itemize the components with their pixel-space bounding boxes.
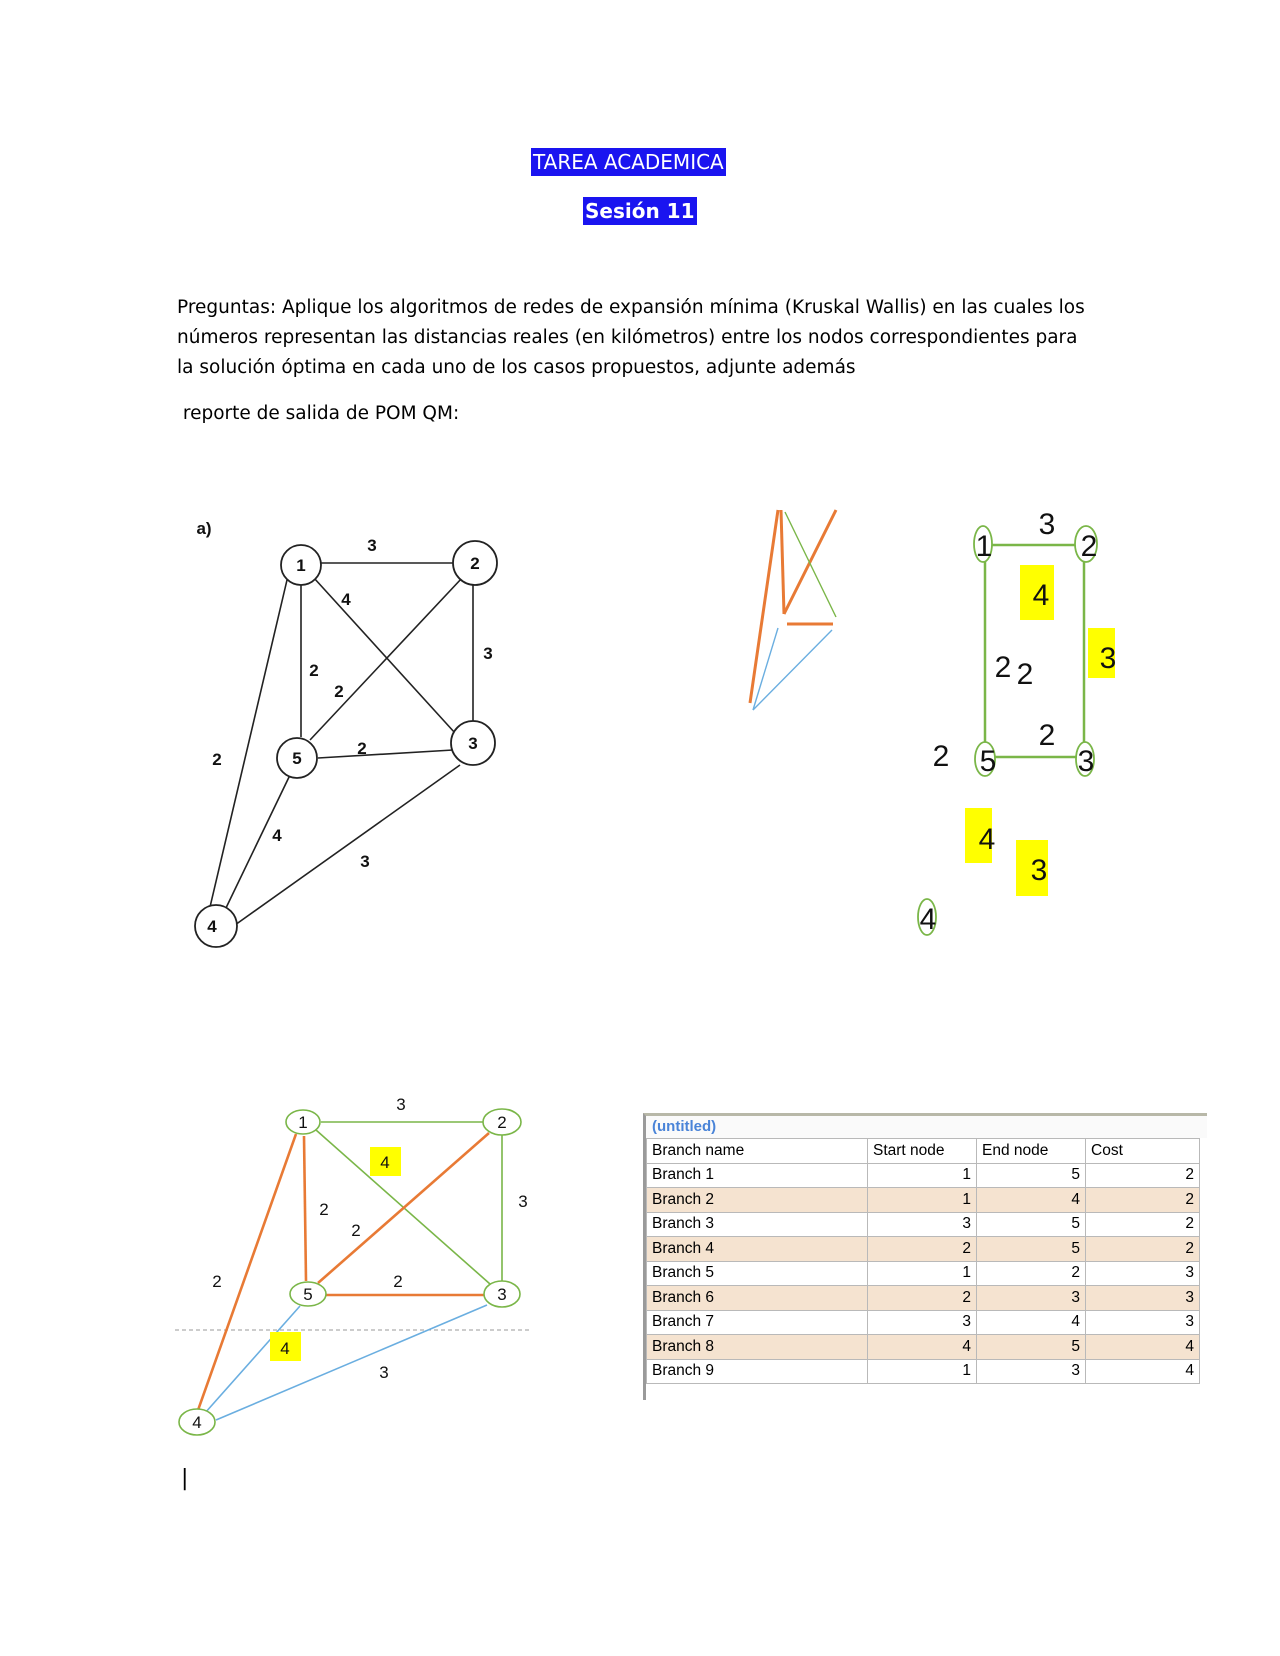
- weight: 3: [367, 536, 377, 555]
- page-title: TAREA ACADEMICA: [533, 150, 724, 174]
- branch-table: [646, 1138, 1200, 1384]
- cell: 3: [868, 1212, 977, 1237]
- table-row: [647, 1335, 1200, 1360]
- session-title: Sesión 11: [585, 199, 695, 223]
- weight: 3: [1099, 642, 1117, 675]
- edge-3-4: [235, 765, 460, 925]
- cell: 2: [868, 1237, 977, 1262]
- cell: 4: [868, 1335, 977, 1360]
- node-label: 3: [468, 734, 478, 753]
- col-header: Branch name: [647, 1139, 868, 1164]
- col-header: End node: [977, 1139, 1086, 1164]
- edge-5-3: [318, 750, 453, 758]
- question-line: la solución óptima en cada uno de los casos propuestos, adjunte además: [177, 357, 856, 378]
- question-line: Preguntas: Aplique los algoritmos de redes de expansión mínima (Kruskal Wallis) en las cuales los: [177, 297, 1085, 318]
- weight: 3: [1038, 508, 1056, 541]
- cell: Branch 7: [647, 1310, 868, 1335]
- cell: Branch 8: [647, 1335, 868, 1360]
- cell: 3: [1086, 1310, 1200, 1335]
- cell: Branch 2: [647, 1188, 868, 1213]
- cell: 4: [1086, 1335, 1200, 1360]
- figure-a-graph: [180, 505, 520, 965]
- question-line: números representan las distancias reales (en kilómetros) entre los nodos correspondientes para: [177, 327, 1078, 348]
- weight: 2: [351, 1221, 361, 1240]
- cell: 4: [1086, 1359, 1200, 1384]
- table-row: [647, 1359, 1200, 1384]
- weight: 2: [357, 739, 367, 758]
- report-line: reporte de salida de POM QM:: [177, 403, 460, 424]
- table-caption: (untitled): [646, 1116, 1207, 1138]
- table-row: [647, 1188, 1200, 1213]
- node-label: 3: [497, 1285, 507, 1304]
- node-label: 1: [298, 1113, 308, 1132]
- edge-3-4: [216, 1305, 487, 1420]
- cell: Branch 9: [647, 1359, 868, 1384]
- cell: 3: [1086, 1261, 1200, 1286]
- weight: 3: [360, 852, 370, 871]
- node-label: 4: [207, 917, 217, 936]
- pom-qm-table: [643, 1113, 1207, 1400]
- question-text: [177, 293, 1117, 383]
- cell: 3: [868, 1310, 977, 1335]
- node-label: 5: [292, 749, 302, 768]
- cell: 2: [1086, 1188, 1200, 1213]
- weight: 4: [341, 590, 351, 609]
- cell: Branch 5: [647, 1261, 868, 1286]
- cell: Branch 6: [647, 1286, 868, 1311]
- weight: 2: [212, 750, 222, 769]
- weight: 2: [309, 661, 319, 680]
- cell: 2: [1086, 1237, 1200, 1262]
- node-label: 5: [979, 745, 997, 778]
- text-cursor[interactable]: |: [181, 1466, 189, 1491]
- cell: 2: [1086, 1212, 1200, 1237]
- table-row: [647, 1286, 1200, 1311]
- cell: 5: [977, 1163, 1086, 1188]
- weight: 2: [319, 1200, 329, 1219]
- cell: 2: [868, 1286, 977, 1311]
- weight: 4: [272, 826, 282, 845]
- col-header: Start node: [868, 1139, 977, 1164]
- cell: Branch 3: [647, 1212, 868, 1237]
- cell: 5: [977, 1335, 1086, 1360]
- weight: 3: [518, 1192, 528, 1211]
- table-row: [647, 1212, 1200, 1237]
- cell: 1: [868, 1188, 977, 1213]
- node-label: 1: [296, 556, 306, 575]
- weight: 2: [212, 1272, 222, 1291]
- cell: 1: [868, 1359, 977, 1384]
- cell: 2: [1086, 1163, 1200, 1188]
- node-label: 5: [303, 1285, 313, 1304]
- stroke-fragment: [745, 505, 845, 715]
- cell: 5: [977, 1237, 1086, 1262]
- weight: 2: [994, 651, 1012, 684]
- cell: 2: [977, 1261, 1086, 1286]
- weight: 3: [483, 644, 493, 663]
- cell: 4: [977, 1188, 1086, 1213]
- figure-label: a): [196, 519, 212, 538]
- cell: 3: [977, 1359, 1086, 1384]
- cell: Branch 4: [647, 1237, 868, 1262]
- col-header: Cost: [1086, 1139, 1200, 1164]
- cell: 5: [977, 1212, 1086, 1237]
- edge-1-3: [314, 578, 455, 733]
- cell: 1: [868, 1261, 977, 1286]
- weight: 2: [1016, 658, 1034, 691]
- node-label: 2: [497, 1113, 507, 1132]
- edge-1-4: [210, 580, 287, 907]
- weight: 2: [932, 740, 950, 773]
- table-row: [647, 1261, 1200, 1286]
- weight: 2: [1038, 719, 1056, 752]
- sketch-graph: [900, 500, 1140, 950]
- node-label: 4: [192, 1413, 202, 1432]
- weight: 2: [393, 1272, 403, 1291]
- table-row: [647, 1237, 1200, 1262]
- node-label: 1: [975, 530, 993, 563]
- cell: 3: [1086, 1286, 1200, 1311]
- weight: 2: [334, 682, 344, 701]
- edge-1-5: [304, 1136, 306, 1281]
- cell: 3: [977, 1286, 1086, 1311]
- node-label: 4: [919, 903, 937, 936]
- weight: 4: [280, 1339, 290, 1358]
- cell: 4: [977, 1310, 1086, 1335]
- node-label: 3: [1077, 745, 1095, 778]
- table-row: [647, 1163, 1200, 1188]
- cell: Branch 1: [647, 1163, 868, 1188]
- table-row: [647, 1310, 1200, 1335]
- weight: 4: [1032, 579, 1050, 612]
- node-label: 2: [1080, 530, 1098, 563]
- weight: 4: [978, 823, 996, 856]
- table-header-row: [647, 1139, 1200, 1164]
- weight: 3: [1030, 854, 1048, 887]
- solution-graph: [170, 1090, 540, 1450]
- node-label: 2: [470, 554, 480, 573]
- weight: 3: [379, 1363, 389, 1382]
- weight: 4: [380, 1153, 390, 1172]
- weight: 3: [396, 1095, 406, 1114]
- cell: 1: [868, 1163, 977, 1188]
